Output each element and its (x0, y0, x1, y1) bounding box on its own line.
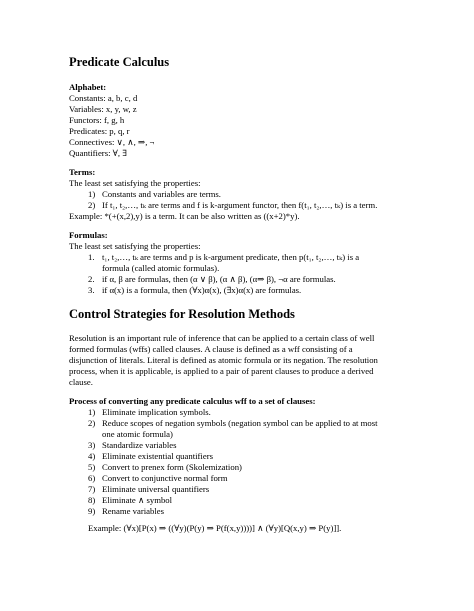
process-heading: Process of converting any predicate calculus wff to a set of clauses: (69, 396, 316, 406)
alphabet-line: Constants: a, b, c, d (69, 93, 138, 103)
formulas-item: formula (called atomic formulas). (102, 263, 220, 273)
process-step: Eliminate universal quantifiers (102, 484, 210, 494)
terms-item-number: 2) (88, 200, 96, 210)
formulas-item-number: 1. (88, 252, 95, 262)
terms-item: Constants and variables are terms. (102, 189, 221, 199)
process-step: Standardize variables (102, 440, 177, 450)
process-step: Eliminate ∧ symbol (102, 495, 173, 505)
alphabet-line: Quantifiers: ∀, ∃ (69, 148, 127, 158)
terms-example: Example: *(+(x,2),y) is a term. It can be also written as ((x+2)*y). (69, 211, 300, 221)
process-step: Eliminate existential quantifiers (102, 451, 213, 461)
formulas-intro: The least set satisfying the properties: (69, 241, 201, 251)
terms-item: If t₁, t₂,…, tₖ are terms and f is k-argument functor, then f(t₁, t₂,…, tₖ) is a term. (102, 200, 378, 210)
alphabet-line: Connectives: ∨, ∧, ⇒, ¬ (69, 137, 155, 147)
process-step: Convert to conjunctive normal form (102, 473, 228, 483)
process-step-number: 9) (88, 506, 96, 516)
formulas-item-number: 2. (88, 274, 95, 284)
process-step-number: 5) (88, 462, 96, 472)
process-step-number: 1) (88, 407, 96, 417)
process-step-number: 4) (88, 451, 96, 461)
alphabet-line: Variables: x, y, w, z (69, 104, 137, 114)
process-step: Convert to prenex form (Skolemization) (102, 462, 242, 472)
process-step: Reduce scopes of negation symbols (negation symbol can be applied to at most (102, 418, 378, 428)
paragraph-line: disjunction of literals. Literal is defined as atomic formula or its negation. The resolution (69, 355, 378, 365)
alphabet-line: Predicates: p, q, r (69, 126, 130, 136)
paragraph-line: formed formulas (wffs) called clauses. A clause is defined as a wff consisting of a (69, 344, 353, 354)
paragraph-line: Resolution is an important rule of inference that can be applied to a certain class of well (69, 333, 375, 343)
process-step: Eliminate implication symbols. (102, 407, 211, 417)
section-title: Control Strategies for Resolution Methods (69, 307, 295, 321)
process-step-number: 6) (88, 473, 96, 483)
formulas-heading: Formulas: (69, 230, 108, 240)
process-step: one atomic formula) (102, 429, 173, 439)
alphabet-heading: Alphabet: (69, 82, 107, 92)
terms-heading: Terms: (69, 167, 96, 177)
process-step-number: 2) (88, 418, 96, 428)
formulas-item: t₁, t₂,…, tₖ are terms and p is k-argument predicate, then p(t₁, t₂,…, tₖ) is a (102, 252, 360, 262)
process-step: Rename variables (102, 506, 164, 516)
process-step-number: 7) (88, 484, 96, 494)
paragraph-line: process, when it is applicable, is applied to a pair of parent clauses to produce a derived (69, 366, 374, 376)
formulas-item: if α(x) is a formula, then (∀x)α(x), (∃x)α(x) are formulas. (102, 285, 302, 295)
paragraph-line: clause. (69, 377, 93, 387)
terms-item-number: 1) (88, 189, 96, 199)
process-step-number: 8) (88, 495, 96, 505)
formulas-item: if α, β are formulas, then (α ∨ β), (α ∧ β), (α⇒ β), ¬α are formulas. (102, 274, 336, 284)
formulas-item-number: 3. (88, 285, 95, 295)
process-step-number: 3) (88, 440, 96, 450)
page-title: Predicate Calculus (69, 55, 170, 69)
terms-intro: The least set satisfying the properties: (69, 178, 201, 188)
process-example: Example: (∀x)[P(x) ⇒ ((∀y)(P(y) ⇒ P(f(x,y))))] ∧ (∀y)[Q(x,y) ⇒ P(y)]]. (88, 523, 342, 533)
alphabet-line: Functors: f, g, h (69, 115, 125, 125)
